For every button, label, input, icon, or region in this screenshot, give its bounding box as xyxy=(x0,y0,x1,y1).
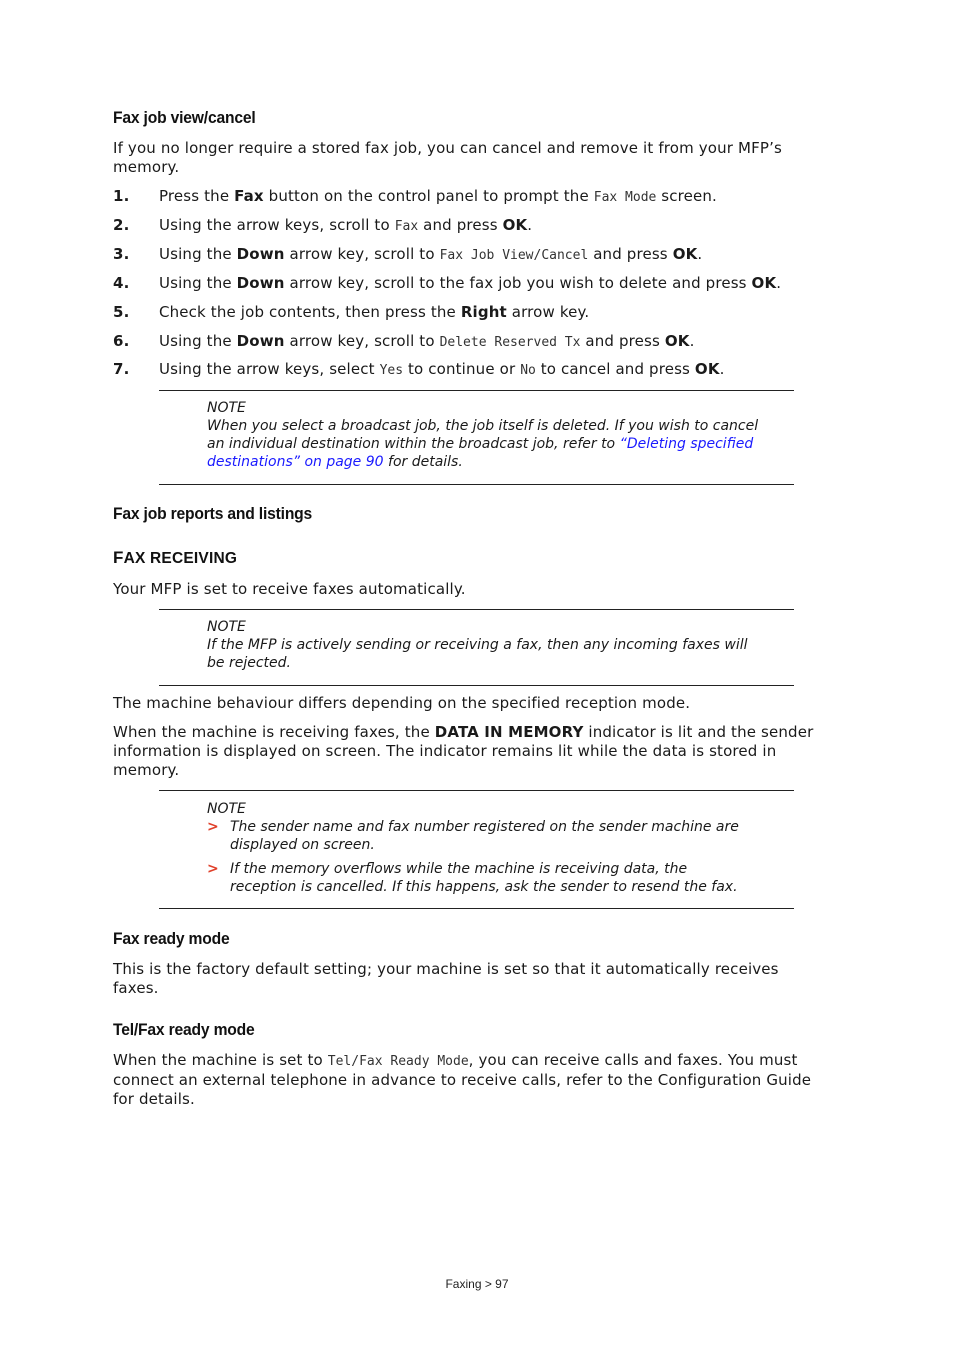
note-box-broadcast: NOTE When you select a broadcast job, the job itself is deleted. If you wish to cancel an individual destination within the broadcast job, refer to “Deleting specified destinations” on page 90 for details. xyxy=(159,390,794,485)
heading-fax-job-reports: Fax job reports and listings xyxy=(113,504,313,523)
arrow-bullet-icon: > xyxy=(207,819,219,835)
arrow-bullet-icon: > xyxy=(207,861,219,877)
link-page-90[interactable]: destinations” on page 90 xyxy=(207,454,384,470)
note-label: NOTE xyxy=(207,619,246,635)
data-in-memory-paragraph: When the machine is receiving faxes, the DATA IN MEMORY indicator is lit and the sender information is displayed on screen. The indicator remains lit while the data is stored in memory. xyxy=(113,723,814,779)
note-box-reject: NOTE If the MFP is actively sending or receiving a fax, then any incoming faxes will be rejected. xyxy=(159,609,794,686)
tel-fax-paragraph: When the machine is set to Tel/Fax Ready Mode, you can receive calls and faxes. You must connect an external telephone in advance to receive calls, refer to the Configuration Guide for details. xyxy=(113,1051,812,1108)
heading-fax-receiving: FAX RECEIVING xyxy=(113,548,238,567)
link-deleting-specified-destinations[interactable]: “Deleting specified xyxy=(619,436,754,452)
intro-paragraph: If you no longer require a stored fax job, you can cancel and remove it from your MFP’s memory. xyxy=(113,139,782,176)
heading-tel-fax-ready-mode: Tel/Fax ready mode xyxy=(113,1020,255,1039)
note-label: NOTE xyxy=(207,400,246,416)
behaviour-paragraph: The machine behaviour differs depending on the specified reception mode. xyxy=(113,694,691,712)
fax-ready-paragraph: This is the factory default setting; your machine is set so that it automatically receives faxes. xyxy=(113,960,779,997)
receiving-intro: Your MFP is set to receive faxes automatically. xyxy=(113,580,466,598)
heading-fax-ready-mode: Fax ready mode xyxy=(113,929,230,948)
heading-fax-job-view-cancel: Fax job view/cancel xyxy=(113,108,256,127)
note-label: NOTE xyxy=(207,801,246,817)
note-box-sender: NOTE > The sender name and fax number registered on the sender machine are displayed on screen. > If the memory overflows while the machine is receiving data, the reception is cancelled. If this happens, ask the sender to resend the fax. xyxy=(159,790,794,909)
page-footer: Faxing > 97 xyxy=(445,1277,509,1291)
